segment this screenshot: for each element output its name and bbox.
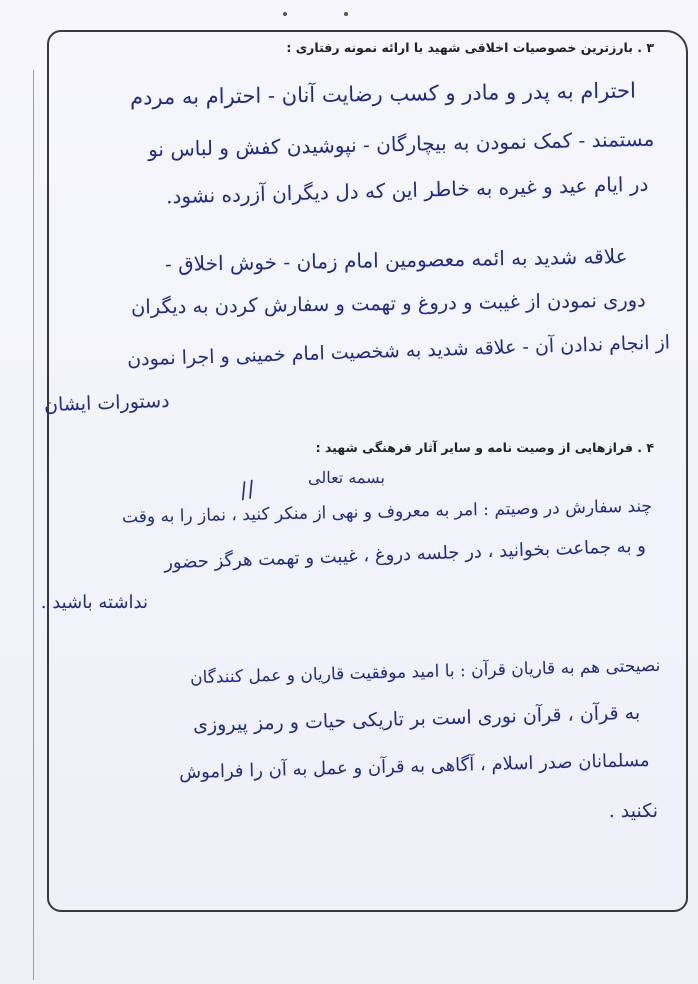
- section-4-heading: ۴ . فرازهایی از وصیت نامه و سایر آثار فرهنگی شهید :: [315, 440, 654, 455]
- scan-mark: [283, 12, 287, 16]
- handwritten-line: نصیحتی هم به قاریان قرآن : با امید موفقیت قاریان و عمل کنندگان: [189, 655, 661, 689]
- handwritten-line: چند سفارش در وصیتم : امر به معروف و نهی از منکر کنید ، نماز را به وقت: [121, 496, 653, 528]
- scan-mark: [344, 12, 348, 16]
- handwritten-line: احترام به پدر و مادر و کسب رضایت آنان - احترام به مردم: [129, 78, 637, 110]
- handwritten-line: دوری نمودن از غیبت و دروغ و تهمت و سفارش کردن به دیگران: [131, 288, 647, 319]
- handwritten-line: علاقه شدید به ائمه معصومین امام زمان - خوش اخلاق -: [165, 243, 629, 277]
- handwritten-line: از انجام ندادن آن - علاقه شدید به شخصیت امام خمینی و اجرا نمودن: [126, 331, 671, 371]
- handwritten-marks: //: [237, 476, 258, 505]
- handwritten-line: مسلمانان صدر اسلام ، آگاهی به قرآن و عمل به آن را فراموش: [179, 749, 651, 784]
- margin-rule: [33, 70, 34, 980]
- handwritten-line: نکنید .: [608, 800, 658, 822]
- handwritten-line: نداشته باشید .: [40, 592, 148, 613]
- section-3-heading: ۳ . بارزترین خصوصیات اخلاقی شهید با ارائه نمونه رفتاری :: [286, 40, 654, 55]
- handwritten-line: مستمند - کمک نمودن به بیچارگان - نپوشیدن کفش و لباس نو: [147, 126, 655, 162]
- handwritten-line: دستورات ایشان: [44, 389, 171, 417]
- handwritten-line: در ایام عید و غیره به خاطر این که دل دیگران آزرده نشود.: [165, 171, 649, 209]
- bismillah-heading: بسمه تعالی: [308, 468, 385, 487]
- handwritten-line: و به جماعت بخوانید ، در جلسه دروغ ، غیبت و تهمت هرگز حضور: [163, 535, 647, 574]
- handwritten-line: به قرآن ، قرآن نوری است بر تاریکی حیات و رمز پیروزی: [192, 701, 641, 737]
